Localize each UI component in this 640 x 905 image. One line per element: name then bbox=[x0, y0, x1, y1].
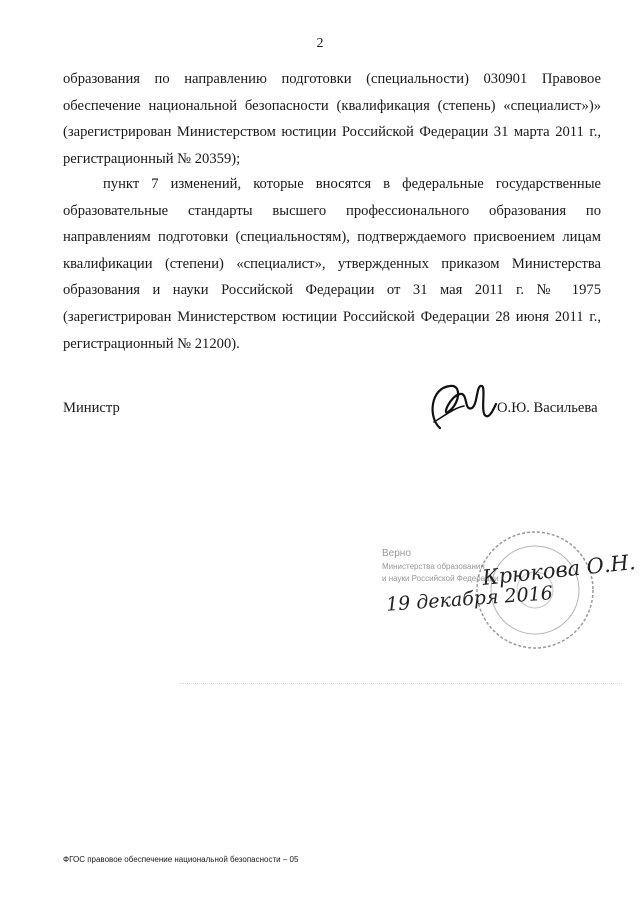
paragraph-2: пункт 7 изменений, которые вносятся в федеральные государственные образовательные стандарты высшего профессионального образования по направлениям подготовки (специальностям), подтверждаемого присвоением лицам квалификации (степени) «специалист», утвержденных приказом Министерства образования и науки Российской Федерации от 31 мая 2011 г. № 1975 (зарегистрирован Министерством юстиции Российской Федерации 28 июня 2011 г., регистрационный № 21200). bbox=[63, 176, 601, 352]
certification-line-3: и науки Российской Федерации bbox=[382, 574, 499, 583]
certification-word: Верно bbox=[382, 548, 411, 559]
certifier-surname: Крюкова О.Н. bbox=[481, 550, 637, 590]
paragraph-1: образования по направлению подготовки (специальности) 030901 Правовое обеспечение национальной безопасности (квалификация (степень) «специалист»)» (зарегистрирован Министерством юстиции Российской Федерации 31 марта 2011 г., регистрационный № 20359); bbox=[63, 71, 601, 167]
scan-artifact-line bbox=[180, 683, 620, 684]
minister-signature bbox=[420, 378, 500, 438]
certification-line-2: Министерства образования bbox=[382, 562, 485, 571]
page-number: 2 bbox=[316, 36, 324, 51]
minister-title: Министр bbox=[63, 400, 120, 416]
minister-name: О.Ю. Васильева bbox=[497, 400, 598, 416]
document-footer: ФГОС правовое обеспечение национальной безопасности – 05 bbox=[63, 855, 299, 864]
certification-date: 19 декабря 2016 bbox=[385, 582, 554, 616]
